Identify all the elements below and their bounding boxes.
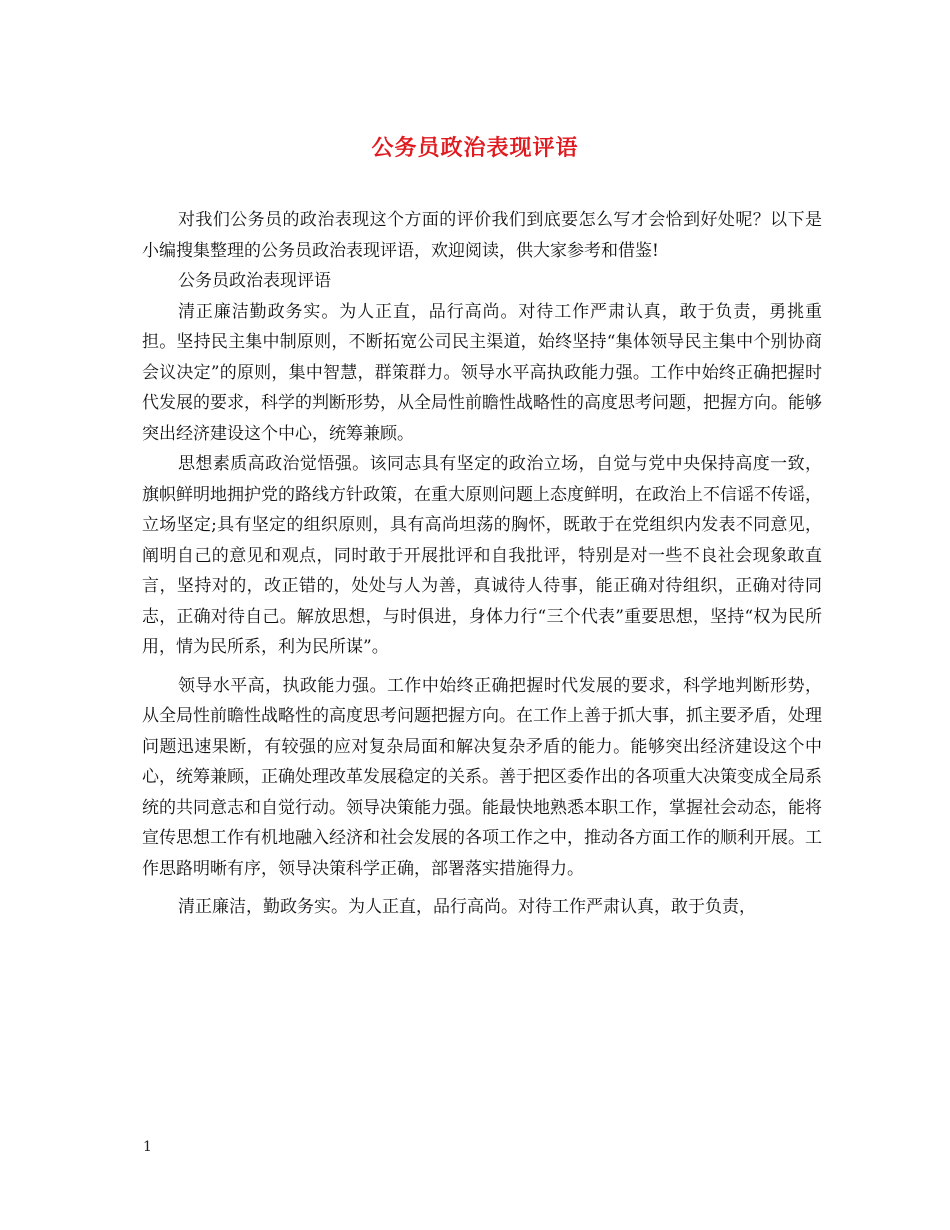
body-paragraph-2: 思想素质高政治觉悟强。该同志具有坚定的政治立场，自觉与党中央保持高度一致，旗帜鲜明地拥护党的路线方针政策，在重大原则问题上态度鲜明，在政治上不信谣不传谣，立场坚定;具有坚定的组织原则，具有高尚坦荡的胸怀，既敢于在党组织内发表不同意见，阐明自己的意见和观点，同时敢于开展批评和自我批评，特别是对一些不良社会现象敢直言，坚持对的，改正错的，处处与人为善，真诚待人待事，能正确对待组织，正确对待同志，正确对待自己。解放思想，与时俱进，身体力行“三个代表”重要思想，坚持“权为民所用，情为民所系，利为民所谋”。 bbox=[142, 454, 822, 657]
page-number: 1 bbox=[143, 1139, 152, 1155]
body-paragraph-1: 清正廉洁勤政务实。为人正直，品行高尚。对待工作严肃认真，敢于负责，勇挑重担。坚持民主集中制原则，不断拓宽公司民主渠道，始终坚持“集体领导民主集中个别协商会议决定”的原则，集中智慧，群策群力。领导水平高执政能力强。工作中始终正确把握时代发展的要求，科学的判断形势，从全局性前瞻性战略性的高度思考问题，把握方向。能够突出经济建设这个中心，统筹兼顾。 bbox=[142, 301, 822, 444]
body-paragraph-4: 清正廉洁，勤政务实。为人正直，品行高尚。对待工作严肃认真，敢于负责， bbox=[178, 897, 756, 917]
body-paragraph-3: 领导水平高，执政能力强。工作中始终正确把握时代发展的要求，科学地判断形势，从全局性前瞻性战略性的高度思考问题把握方向。在工作上善于抓大事，抓主要矛盾，处理问题迅速果断，有较强的应对复杂局面和解决复杂矛盾的能力。能够突出经济建设这个中心，统筹兼顾，正确处理改革发展稳定的关系。善于把区委作出的各项重大决策变成全局系统的共同意志和自觉行动。领导决策能力强。能最快地熟悉本职工作，掌握社会动态，能将宣传思想工作有机地融入经济和社会发展的各项工作之中，推动各方面工作的顺利开展。工作思路明晰有序，领导决策科学正确，部署落实措施得力。 bbox=[142, 675, 822, 879]
intro-paragraph: 对我们公务员的政治表现这个方面的评价我们到底要怎么写才会恰到好处呢？以下是小编搜集整理的公务员政治表现评语，欢迎阅读，供大家参考和借鉴! bbox=[142, 210, 822, 261]
document-body bbox=[142, 205, 822, 923]
section-heading: 公务员政治表现评语 bbox=[178, 271, 331, 291]
document-title: 公务员政治表现评语 bbox=[371, 135, 579, 161]
